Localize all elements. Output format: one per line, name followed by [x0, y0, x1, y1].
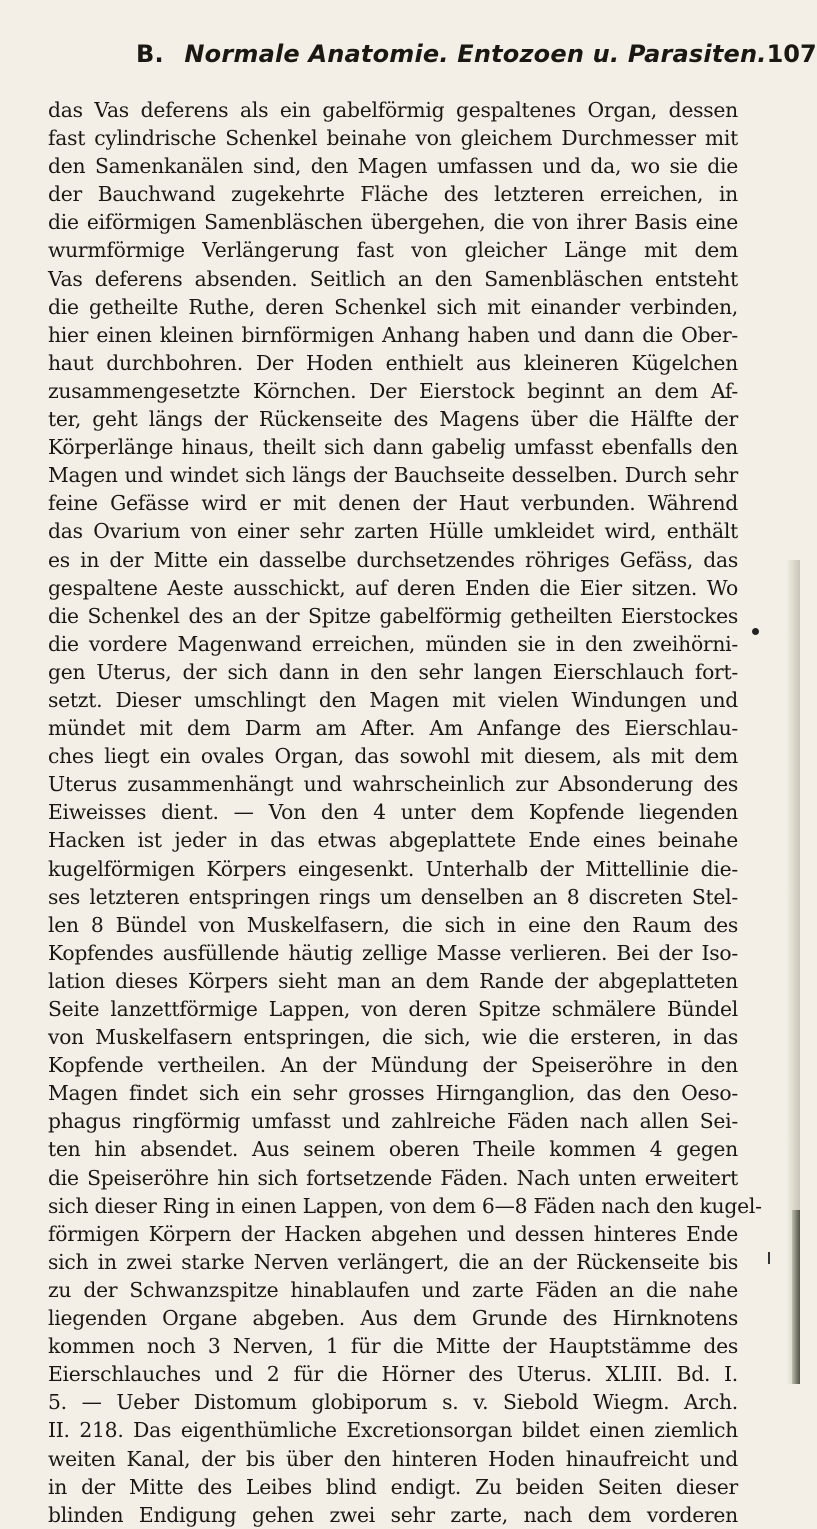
- text-line: gen Uterus, der sich dann in den sehr langen Eierschlauch fort-: [48, 659, 738, 684]
- text-line: Seite lanzettförmige Lappen, von deren Spitze schmälere Bündel: [48, 997, 738, 1021]
- text-line: Kopfende vertheilen. An der Mündung der Speiseröhre in den: [48, 1053, 738, 1078]
- text-line: förmigen Körpern der Hacken abgehen und dessen hinteres Ende: [48, 1221, 738, 1246]
- text-line: ter, geht längs der Rückenseite des Magens über die Hälfte der: [48, 407, 738, 432]
- text-line: zusammengesetzte Körnchen. Der Eierstock beginnt an dem Af-: [48, 378, 738, 403]
- running-head: [96, 40, 767, 68]
- text-line: hier einen kleinen birnförmigen Anhang haben und dann die Ober-: [48, 322, 738, 347]
- text-line: das Ovarium von einer sehr zarten Hülle umkleidet wird, enthält: [48, 519, 738, 544]
- text-line: Kopfendes ausfüllende häutig zellige Masse verlieren. Bei der Iso-: [48, 940, 738, 965]
- text-line: sich in zwei starke Nerven verlängert, die an der Rückenseite bis: [48, 1249, 738, 1274]
- text-line: setzt. Dieser umschlingt den Magen mit vielen Windungen und: [48, 687, 738, 712]
- text-line: phagus ringförmig umfasst und zahlreiche Fäden nach allen Sei-: [48, 1109, 738, 1134]
- text-line: II. 218. Das eigenthümliche Excretionsorgan bildet einen ziemlich: [48, 1418, 738, 1443]
- text-line: len 8 Bündel von Muskelfasern, die sich in eine den Raum des: [48, 912, 738, 937]
- text-line: haut durchbohren. Der Hoden enthielt aus kleineren Kügelchen: [48, 350, 738, 375]
- text-line: sich dieser Ring in einen Lappen, von dem 6—8 Fäden nach den kugel-: [48, 1193, 762, 1218]
- text-line: blinden Endigung gehen zwei sehr zarte, nach dem vorderen: [48, 1502, 738, 1527]
- text-line: Magen und windet sich längs der Bauchseite desselben. Durch sehr: [48, 463, 738, 488]
- text-line: kommen noch 3 Nerven, 1 für die Mitte der Hauptstämme des: [48, 1334, 738, 1359]
- text-line: weiten Kanal, der bis über den hinteren Hoden hinaufreicht und: [48, 1446, 738, 1471]
- text-line: die Schenkel des an der Spitze gabelförmig getheilten Eierstockes: [48, 603, 738, 628]
- text-line: 5. — Ueber Distomum globiporum s. v. Siebold Wiegm. Arch.: [48, 1390, 738, 1415]
- text-line: den Samenkanälen sind, den Magen umfassen und da, wo sie die: [48, 154, 738, 179]
- text-line: kugelförmigen Körpers eingesenkt. Unterhalb der Mittellinie die-: [48, 856, 738, 881]
- text-line: Vas deferens absenden. Seitlich an den Samenbläschen entsteht: [48, 266, 738, 291]
- page-edge-stain: [792, 1210, 800, 1384]
- text-line: von Muskelfasern entspringen, die sich, wie die ersteren, in das: [48, 1025, 738, 1050]
- text-line: zu der Schwanzspitze hinablaufen und zarte Fäden an die nahe: [48, 1277, 738, 1302]
- text-line: die getheilte Ruthe, deren Schenkel sich mit einander verbinden,: [48, 294, 738, 319]
- text-line: Magen findet sich ein sehr grosses Hirnganglion, das den Oeso-: [48, 1081, 738, 1106]
- text-line: Eiweisses dient. — Von den 4 unter dem Kopfende liegenden: [48, 800, 738, 825]
- text-line: gespaltene Aeste ausschickt, auf deren Enden die Eier sitzen. Wo: [48, 575, 738, 600]
- text-line: es in der Mitte ein dasselbe durchsetzendes röhriges Gefäss, das: [48, 547, 738, 572]
- section-label: B.: [136, 40, 164, 68]
- page-header: [96, 40, 817, 76]
- text-line: in der Mitte des Leibes blind endigt. Zu beiden Seiten dieser: [48, 1474, 738, 1499]
- margin-tick-icon: [768, 1252, 770, 1264]
- text-line: die eiförmigen Samenbläschen übergehen, die von ihrer Basis eine: [48, 210, 738, 235]
- text-line: ches liegt ein ovales Organ, das sowohl mit diesem, als mit dem: [48, 744, 738, 769]
- body-text: [48, 96, 762, 1529]
- text-line: Uterus zusammenhängt und wahrscheinlich zur Absonderung des: [48, 772, 738, 797]
- text-line: ten hin absendet. Aus seinem oberen Theile kommen 4 gegen: [48, 1137, 738, 1162]
- text-line: die vordere Magenwand erreichen, münden sie in den zweihörni-: [48, 631, 738, 656]
- text-line: Hacken ist jeder in das etwas abgeplattete Ende eines beinahe: [48, 828, 738, 853]
- text-line: ses letzteren entspringen rings um denselben an 8 discreten Stel-: [48, 884, 738, 909]
- text-line: lation dieses Körpers sieht man an dem Rande der abgeplatteten: [48, 968, 738, 993]
- section-title: Normale Anatomie. Entozoen u. Parasiten.: [184, 40, 767, 68]
- text-line: mündet mit dem Darm am After. Am Anfange des Eierschlau-: [48, 716, 738, 741]
- text-line: das Vas deferens als ein gabelförmig gespaltenes Organ, dessen: [48, 98, 738, 122]
- text-line: der Bauchwand zugekehrte Fläche des letzteren erreichen, in: [48, 182, 738, 207]
- text-line: wurmförmige Verlängerung fast von gleicher Länge mit dem: [48, 238, 738, 263]
- margin-mark-icon: [752, 628, 759, 635]
- text-line: fast cylindrische Schenkel beinahe von gleichem Durchmesser mit: [48, 126, 738, 151]
- text-line: liegenden Organe abgeben. Aus dem Grunde des Hirnknotens: [48, 1306, 738, 1331]
- text-line: Körperlänge hinaus, theilt sich dann gabelig umfasst ebenfalls den: [48, 435, 738, 460]
- text-line: die Speiseröhre hin sich fortsetzende Fäden. Nach unten erweitert: [48, 1165, 738, 1190]
- text-line: Eierschlauches und 2 für die Hörner des Uterus. XLIII. Bd. I.: [48, 1362, 738, 1387]
- page-number: 107: [766, 40, 817, 68]
- text-line: feine Gefässe wird er mit denen der Haut verbunden. Während: [48, 491, 738, 516]
